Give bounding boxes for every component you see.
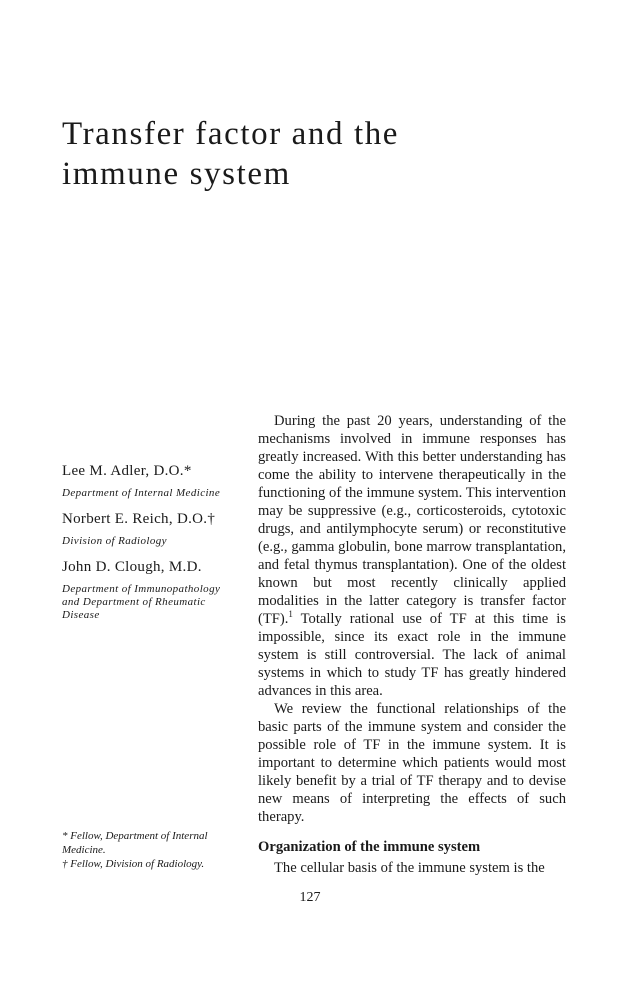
page-number: 127 <box>299 890 321 905</box>
affiliation-line: Department of Immunopathology <box>62 583 221 595</box>
author-affiliation <box>62 487 252 500</box>
author-name: John D. Clough, M.D. <box>62 559 202 575</box>
author-block <box>62 558 252 622</box>
author-block <box>62 462 252 500</box>
author-affiliation <box>62 535 252 548</box>
affiliation-line: Disease <box>62 609 100 621</box>
reference-marker: 1 <box>288 609 293 620</box>
body-text-column <box>258 412 566 877</box>
article-title <box>62 114 562 194</box>
body-paragraph: The cellular basis of the immune system is the <box>274 860 545 876</box>
author-name: Norbert E. Reich, D.O.† <box>62 511 216 527</box>
body-paragraph <box>258 412 566 700</box>
affiliation-line: and Department of Rheumatic <box>62 596 206 608</box>
author-name: Lee M. Adler, D.O.* <box>62 463 192 479</box>
affiliation-line: Department of Internal Medicine <box>62 487 221 499</box>
paragraph-text: During the past 20 years, understanding of the mechanisms involved in immune responses has greatly increased. With this better understanding has come the ability to intervene therapeutically in the functioning of the immune system. This intervention may be suppressive (e.g., corticosteroids, cytotoxic drugs, and antilymphocyte serum) or reconstitutive (e.g., gamma globulin, bone marrow transplantation, and fetal thymus transplantation). One of the oldest known but most recently clinically applied modalities in the latter category is transfer factor (TF). <box>258 413 566 627</box>
author-list <box>62 462 252 632</box>
title-line-2: immune system <box>62 156 291 192</box>
paragraph-text: Totally rational use of TF at this time is impossible, since its exact role in the immune system is still controversial. The lack of animal systems in which to study TF has greatly hindered advances in this area. <box>258 611 566 699</box>
title-line-1: Transfer factor and the <box>62 116 400 152</box>
author-block <box>62 510 252 548</box>
footnote: * Fellow, Department of Internal Medicine. <box>62 830 208 856</box>
body-paragraph: We review the functional relationships of the basic parts of the immune system and consider the possible role of TF in the immune system. It is important to determine which patients would most likely benefit by a trial of TF therapy and to devise new means of interpreting the effects of such therapy. <box>258 701 566 825</box>
affiliation-line: Division of Radiology <box>62 535 167 547</box>
section-heading: Organization of the immune system <box>258 839 481 855</box>
author-affiliation <box>62 583 252 622</box>
footnotes <box>62 829 252 871</box>
footnote: † Fellow, Division of Radiology. <box>62 858 205 870</box>
